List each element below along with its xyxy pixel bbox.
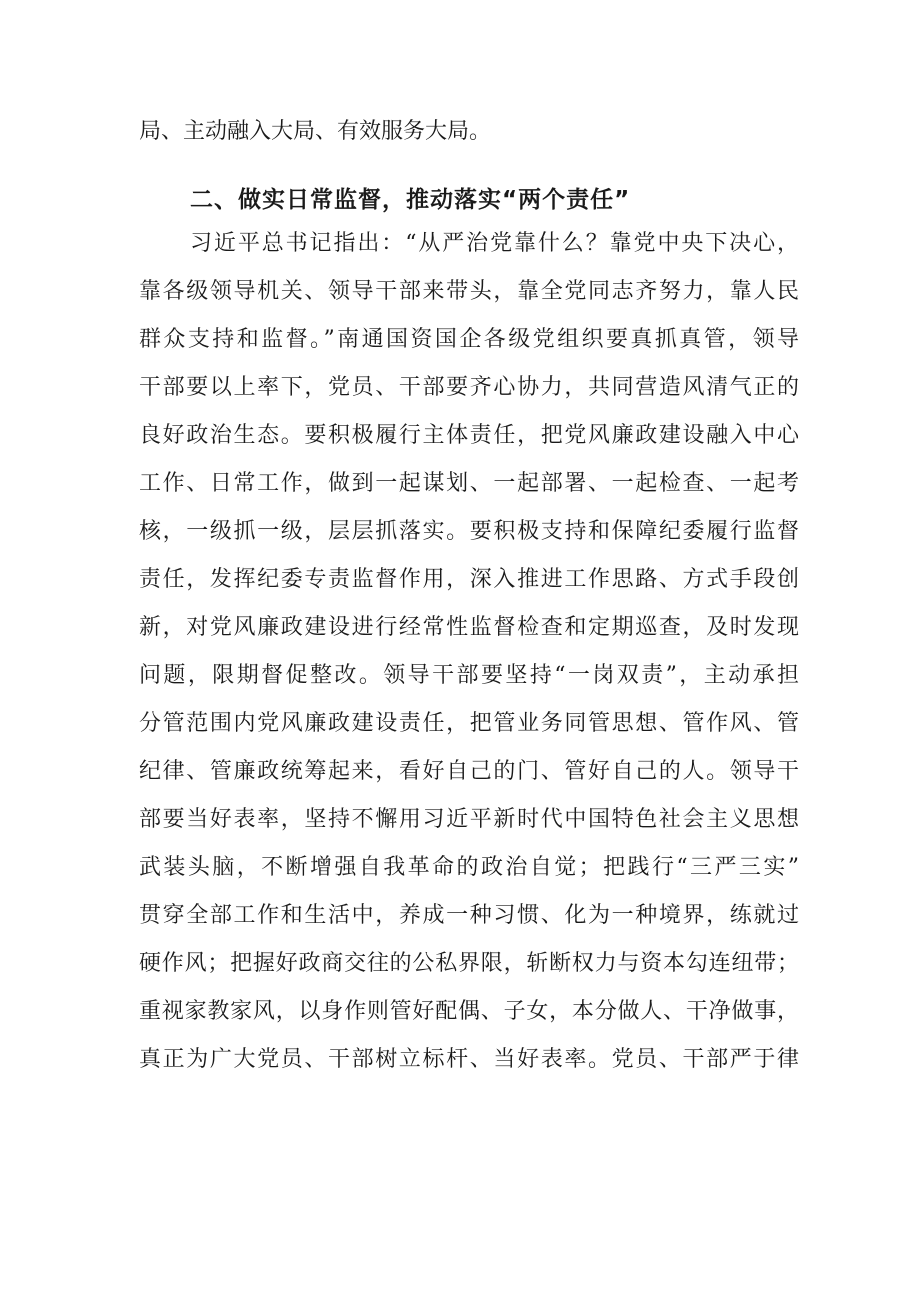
- paragraph-line: 真正为广大党员、干部树立标杆、当好表率。党员、干部严于律: [139, 1047, 799, 1072]
- paragraph-line: 靠各级领导机关、领导干部来带头，靠全党同志齐努力，靠人民: [139, 279, 799, 304]
- paragraph-line: 硬作风；把握好政商交往的公私界限，斩断权力与资本勾连纽带；: [139, 951, 799, 976]
- paragraph-line: 良好政治生态。要积极履行主体责任，把党风廉政建设融入中心: [139, 423, 799, 448]
- paragraph-line: 部要当好表率，坚持不懈用习近平新时代中国特色社会主义思想: [139, 807, 799, 832]
- paragraph-line: 分管范围内党风廉政建设责任，把管业务同管思想、管作风、管: [139, 711, 799, 736]
- paragraph-line: 武装头脑，不断增强自我革命的政治自觉；把践行“三严三实”: [139, 855, 799, 880]
- paragraph-line: 新，对党风廉政建设进行经常性监督检查和定期巡查，及时发现: [139, 615, 799, 640]
- intro-tail-line: 局、主动融入大局、有效服务大局。: [139, 119, 492, 144]
- section-heading: 二、做实日常监督，推动落实“两个责任”: [190, 187, 631, 213]
- paragraph-line: 工作、日常工作，做到一起谋划、一起部署、一起检查、一起考: [139, 471, 799, 496]
- paragraph-line: 群众支持和监督。”南通国资国企各级党组织要真抓真管，领导: [139, 327, 799, 352]
- paragraph-line: 重视家教家风，以身作则管好配偶、子女，本分做人、干净做事，: [139, 999, 799, 1024]
- paragraph-line: 干部要以上率下，党员、干部要齐心协力，共同营造风清气正的: [139, 375, 799, 400]
- paragraph-line: 纪律、管廉政统筹起来，看好自己的门、管好自己的人。领导干: [139, 759, 799, 784]
- paragraph-line: 习近平总书记指出：“从严治党靠什么？靠党中央下决心，: [190, 231, 799, 256]
- paragraph-line: 核，一级抓一级，层层抓落实。要积极支持和保障纪委履行监督: [139, 519, 799, 544]
- paragraph-line: 责任，发挥纪委专责监督作用，深入推进工作思路、方式手段创: [139, 567, 799, 592]
- paragraph-line: 贯穿全部工作和生活中，养成一种习惯、化为一种境界，练就过: [139, 903, 799, 928]
- paragraph-line: 问题，限期督促整改。领导干部要坚持“一岗双责”，主动承担: [139, 663, 799, 688]
